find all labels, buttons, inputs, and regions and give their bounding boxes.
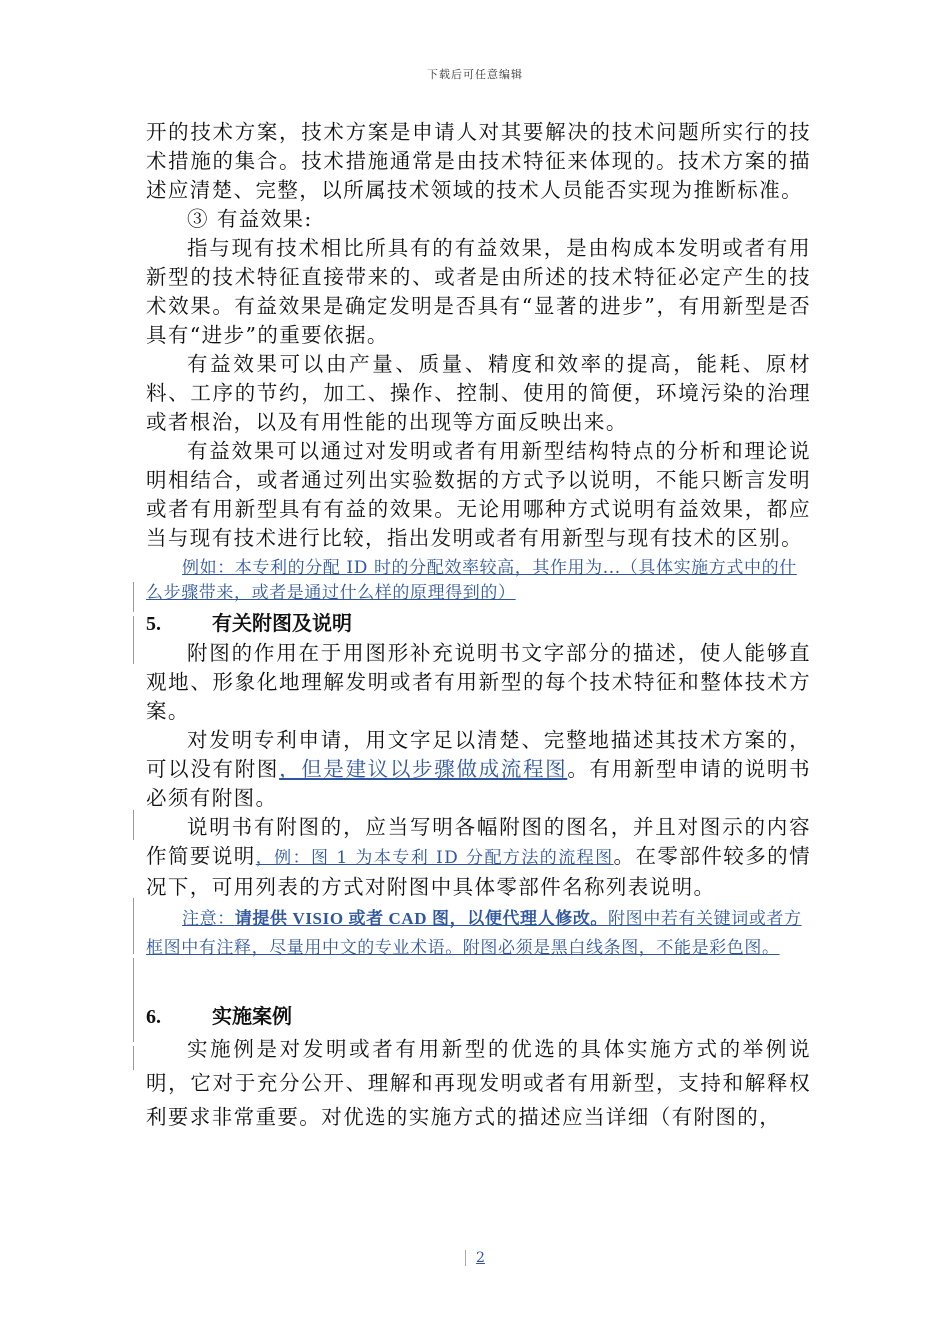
paragraph xyxy=(146,726,811,813)
section-title: 有关附图及说明 xyxy=(212,611,352,635)
inserted-comment: ，但是建议以步骤做成流程图 xyxy=(279,757,568,781)
paragraph: 指与现有技术相比所具有的有益效果，是由构成本发明或者有用新型的技术特征直接带来的、或者是由所述的技术特征必定产生的技术效果。有益效果是确定发明是否具有“显著的进步”，有用新型是否具有“进步”的重要依据。 xyxy=(146,236,811,347)
page-footer xyxy=(0,1247,950,1266)
paragraph: 有益效果可以由产量、质量、精度和效率的提高，能耗、原材料、工序的节约，加工、操作、控制、使用的简便，环境污染的治理或者根治，以及有用性能的出现等方面反映出来。 xyxy=(146,352,811,434)
paragraph xyxy=(146,813,811,902)
revision-bar xyxy=(133,616,134,664)
revision-bar xyxy=(133,582,134,612)
comment-note: 例如：本专利的分配 ID 时的分配效率较高，其作用为...（具体实施方式中的什么步骤带来，或者是通过什么样的原理得到的） xyxy=(146,558,797,603)
text-run: 。在零部件较多的情况下，可用列表的方式对附图中具体零部件名称列表说明。 xyxy=(146,844,811,899)
note-emphasis: 请提供 VISIO 或者 CAD 图，以便代理人修改。 xyxy=(234,909,609,928)
text-run: 。有用新型申请的说明书必须有附图。 xyxy=(146,757,811,810)
section-heading-5 xyxy=(146,608,811,639)
text-run: 说明书有附图的，应当写明各幅附图的图名，并且对图示的内容作简要说明 xyxy=(146,815,811,868)
note-text: 附图中若有关键词或者方框图中有注释，尽量用中文的专业术语。附图必须是黑白线条图，不能是彩色图。 xyxy=(146,909,802,958)
page-number: 2 xyxy=(476,1250,485,1266)
section-title: 实施案例 xyxy=(212,1004,292,1028)
section-heading-6 xyxy=(146,1001,811,1032)
section-number: 6. xyxy=(146,1006,161,1028)
comment-note xyxy=(146,904,811,963)
revision-bar xyxy=(133,958,134,1042)
revision-bar xyxy=(133,1046,134,1070)
revision-bar xyxy=(133,898,134,954)
footer-divider xyxy=(465,1250,466,1266)
text-run: 对发明专利申请，用文字足以清楚、完整地描述其技术方案的，可以没有附图 xyxy=(146,728,811,781)
document-body xyxy=(146,118,811,1134)
paragraph: 实施例是对发明或者有用新型的优选的具体实施方式的举例说明，它对于充分公开、理解和再现发明或者有用新型，支持和解释权利要求非常重要。对优选的实施方式的描述应当详细（有附图的， xyxy=(146,1037,811,1129)
paragraph: 开的技术方案，技术方案是申请人对其要解决的技术问题所实行的技术措施的集合。技术措施通常是由技术特征来体现的。技术方案的描述应清楚、完整，以所属技术领域的技术人员能否实现为推断标准。 xyxy=(146,120,811,202)
revision-bar xyxy=(133,810,134,840)
paragraph: 附图的作用在于用图形补充说明书文字部分的描述，使人能够直观地、形象化地理解发明或者有用新型的每个技术特征和整体技术方案。 xyxy=(146,641,811,723)
inserted-comment: ，例：图 1 为本专利 ID 分配方法的流程图 xyxy=(255,848,614,868)
section-number: 5. xyxy=(146,613,161,635)
page-header: 下载后可任意编辑 xyxy=(427,68,523,81)
note-label: 注意： xyxy=(182,909,235,929)
subheading-beneficial-effects: ③ 有益效果: xyxy=(187,207,313,231)
paragraph: 有益效果可以通过对发明或者有用新型结构特点的分析和理论说明相结合，或者通过列出实验数据的方式予以说明，不能只断言发明或者有用新型具有有益的效果。无论用哪种方式说明有益效果，都应当与现有技术进行比较，指出发明或者有用新型与现有技术的区别。 xyxy=(146,439,811,550)
